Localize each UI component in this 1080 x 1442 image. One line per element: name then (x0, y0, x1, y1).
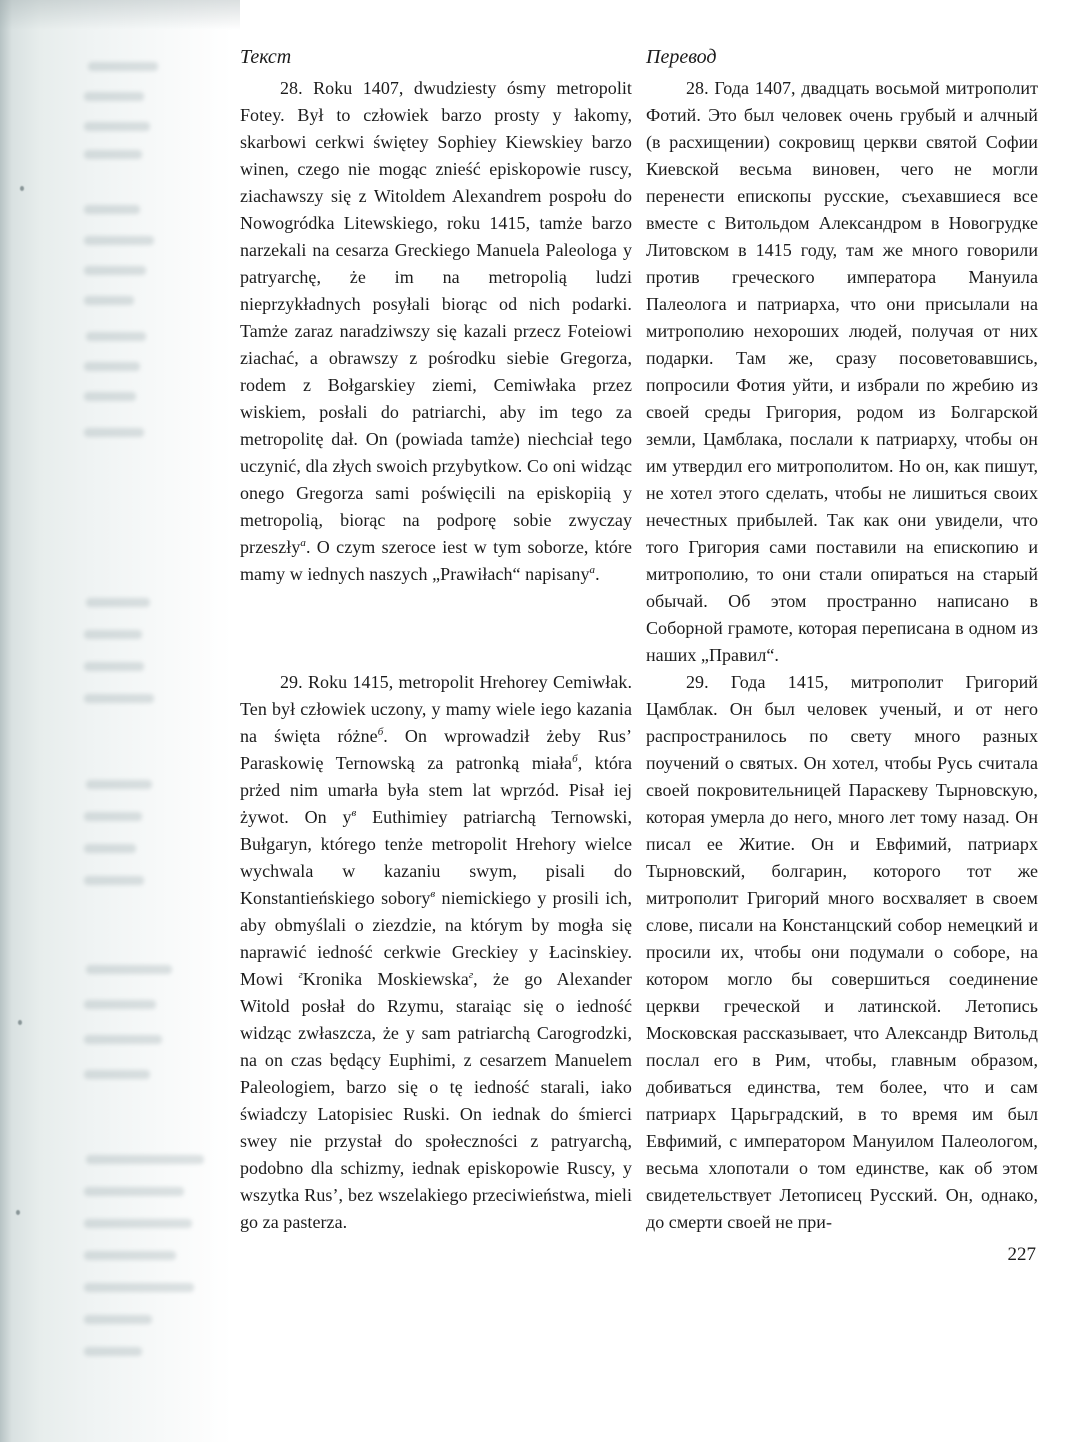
footnote-marker: в (430, 888, 436, 900)
footnote-marker: а (300, 537, 306, 549)
left-column-header: Текст (240, 46, 292, 68)
footnote-marker: г (298, 969, 303, 981)
paragraph: 29. Roku 1415, metropolit Hrehorey Cemiwłak. Ten był człowiek uczony, y mamy wiele iego kazania na święta różne$^б$. On wprowadził żeby Rus’ Paraskowię Ternowską za patronką miała$^б$, która prżed nim umarła była stem lat wprzód. Pisał iej żywot. On y$^в$ Euthimiey patriarchą Ternowski, Bułgaryn, którego tenże metropolit Hrehory wielce wychwala w kazaniu swym, pisali do Konstantieńskiego sobory$^в$ niemickiego y prosili ich, aby obmyślali o ziezdzie, na którym by mogła się naprawić iedność cerkwie Greckiey y Łacinskiey. Mowi $^г$Kronika Moskiewska$^г$, że go Alexander Witold posłał do Rzymu, staraiąc się o iedność widząc zwłaszcza, że y sam patriarchą Carogrodzki, na on czas będący Euphimi, z cesarzem Manuelem Paleologiem, barzo się o tę iedność starali, iako świadczy Latopisiec Ruski. On iednak do śmierci swey nie przystał do społeczności z patryarchą, podobno dla schizmy, iednak episkopowie Ruscy, y wszytka Rus’, bez wszelakiego przeciwieństwa, mieli go za pasterza. (240, 672, 632, 1232)
right-column-paragraph-29 (646, 669, 1038, 1236)
parallel-text-grid (240, 44, 1038, 1236)
footnote-marker: а (589, 564, 596, 576)
paragraph: 29. Года 1415, митрополит Григорий Цамблак. Он был человек ученый, и от него распространилось по свету много разных поучений о святых. Он хотел, чтобы Русь считала своей покровительницей Параскеву Тырновскую, которая умерла до него, много лет тому назад. Он писал ее Житие. Он и Евфимий, патриарх Тырновский, болгарин, которого тот же митрополит Григорий много восхваляет в своем слове, писали на Констанцский собор немецкий и просили их, чтобы они подумали о соборе, на котором могло бы совершиться соединение церкви греческой и латинской. Летопись Московская рассказывает, что Александр Витольд послал его в Рим, чтобы, главным образом, добиваться единства, тем более, что и сам патриарх Царьградский, в то время им был Евфимий, с императором Мануилом Палеологом, весьма хлопотали о том единстве, как об этом свидетельствует Летописец Русский. Он, однако, до смерти своей не при- (646, 672, 1038, 1232)
right-column-header: Перевод (646, 46, 717, 68)
footnote-marker: в (351, 807, 357, 819)
left-column-paragraph-29 (240, 669, 632, 1236)
footnote-marker: г (468, 969, 474, 981)
right-column-paragraph-28 (646, 75, 1038, 669)
page-content (240, 44, 1038, 1266)
bleed-through-artifact (0, 0, 240, 1442)
scan-gutter-shadow (0, 0, 240, 1442)
footnote-marker: б (572, 753, 578, 765)
footnote-marker: б (377, 726, 384, 738)
page-number: 227 (1007, 1244, 1036, 1265)
paragraph: 28. Roku 1407, dwudziesty ósmy metropolit Fotey. Był to człowiek barzo prosty y łakomy, skarbowi cerkwi świętey Sophiey Kiewskiey barzo winen, czego nie mogąc znieść episkopowie ruscy, ziachawszy się z Witoldem Alexandrem pospołu do Nowogródka Litewskiego, roku 1415, tamże barzo narzekali na cesarza Greckiego Manuela Paleologa y patryarchę, że im na metropolią ludzi nieprzykładnych posyłali biorąc od nich podarki. Tamże zaraz naradziwszy się kazali przecz Foteiowi ziachać, a obrawszy z pośrodku siebie Gregorza, rodem z Bołgarskiey ziemi, Cemiwłaka przez wiskiem, posłali do patriarchi, aby im tego za metropolitę dał. On (powiada tamże) niechciał tego uczynić, dla złych swoich przybytkow. Co oni widząc onego Gregorza sami poświęcili na episkopiią y metropolią, biorąc na podporę sobie zwyczay przeszły$^а$. O czym szeroce iest w tym soborze, które mamy w iednych naszych „Prawiłach“ napisany$^а$. (240, 78, 632, 584)
left-column-paragraph-28 (240, 75, 632, 669)
paragraph: 28. Года 1407, двадцать восьмой митрополит Фотий. Это был человек очень грубый и алчный (в расхищении) сокровищ церкви святой Софии Киевской весьма виновен, чего не могли перенести епископы русские, съехавшиеся все вместе с Витольдом Александром в Новогрудке Литовском в 1415 году, там же много говорили против греческого императора Мануила Палеолога и патриарха, что они присылали на митрополию нехороших людей, получая от них подарки. Там же, сразу посоветовавшись, попросили Фотия уйти, и избрали по жребию из своей среды Григория, родом из Болгарской земли, Цамблака, послали к патриарху, чтобы он им утвердил его митрополитом. Но он, как пишут, не хотел этого сделать, чтобы не лишиться своих нечестных прибылей. Так как они увидели, что того Григория сами поставили на епископию и митрополию, то они стали опираться на старый обычай. Об этом пространно написано в Соборной грамоте, которая переписана в одном из наших „Правил“. (646, 78, 1038, 665)
